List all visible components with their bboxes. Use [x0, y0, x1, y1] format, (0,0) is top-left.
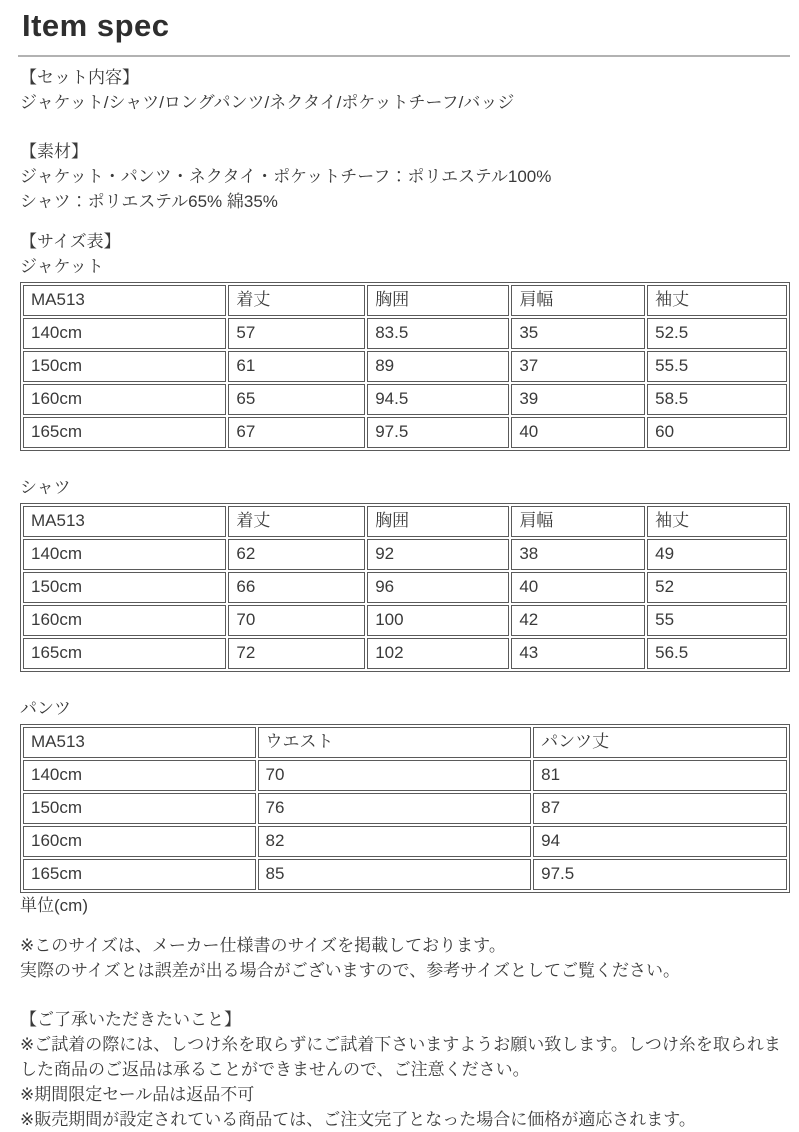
header-cell: ウエスト	[258, 727, 532, 758]
table-cell: 150cm	[23, 572, 226, 603]
table-cell: 55.5	[647, 351, 787, 382]
table-cell: 160cm	[23, 826, 256, 857]
table-cell: 89	[367, 351, 509, 382]
table-cell: 52.5	[647, 318, 787, 349]
table-cell: 61	[228, 351, 365, 382]
header-cell: MA513	[23, 285, 226, 316]
size-table-shirt	[20, 503, 790, 672]
table-cell: 83.5	[367, 318, 509, 349]
acknowledgement-heading: 【ご了承いただきたいこと】	[20, 1010, 241, 1029]
header-cell: 着丈	[228, 285, 365, 316]
header-cell: MA513	[23, 506, 226, 537]
table-cell: 70	[258, 760, 532, 791]
size-table-header-row	[23, 285, 787, 316]
header-cell: 袖丈	[647, 285, 787, 316]
table-cell: 72	[228, 638, 365, 669]
table-cell: 140cm	[23, 760, 256, 791]
notes-section	[20, 933, 790, 1132]
table-cell: 40	[511, 572, 645, 603]
table-cell: 165cm	[23, 638, 226, 669]
size-table-row	[23, 318, 787, 349]
table-cell: 56.5	[647, 638, 787, 669]
size-table-row	[23, 605, 787, 636]
size-table-label-pants: パンツ	[20, 699, 71, 718]
header-cell: 袖丈	[647, 506, 787, 537]
material-heading: 【素材】	[20, 142, 88, 161]
table-cell: 70	[228, 605, 365, 636]
size-table-pants	[20, 724, 790, 893]
material-line-2: シャツ：ポリエステル65% 綿35%	[20, 192, 278, 211]
header-cell: MA513	[23, 727, 256, 758]
table-cell: 92	[367, 539, 509, 570]
table-cell: 150cm	[23, 351, 226, 382]
table-cell: 160cm	[23, 384, 226, 415]
table-cell: 39	[511, 384, 645, 415]
table-cell: 42	[511, 605, 645, 636]
material-line-1: ジャケット・パンツ・ネクタイ・ポケットチーフ：ポリエステル100%	[20, 167, 552, 186]
table-cell: 55	[647, 605, 787, 636]
size-table-row	[23, 539, 787, 570]
size-table-row	[23, 793, 787, 824]
size-disclaimer-line-2: 実際のサイズとは誤差が出る場合がございますので、参考サイズとしてご覧ください。	[20, 961, 680, 980]
header-cell: 肩幅	[511, 285, 645, 316]
size-table-row	[23, 417, 787, 448]
table-cell: 57	[228, 318, 365, 349]
table-cell: 58.5	[647, 384, 787, 415]
size-table-row	[23, 760, 787, 791]
size-table-row	[23, 826, 787, 857]
header-cell: パンツ丈	[533, 727, 787, 758]
size-table-header-row	[23, 727, 787, 758]
table-cell: 66	[228, 572, 365, 603]
table-cell: 37	[511, 351, 645, 382]
table-cell: 49	[647, 539, 787, 570]
table-cell: 94	[533, 826, 787, 857]
size-table-row	[23, 351, 787, 382]
set-contents-body: ジャケット/シャツ/ロングパンツ/ネクタイ/ポケットチーフ/バッジ	[20, 93, 515, 112]
table-cell: 62	[228, 539, 365, 570]
table-cell: 94.5	[367, 384, 509, 415]
table-cell: 97.5	[367, 417, 509, 448]
table-cell: 65	[228, 384, 365, 415]
title-divider	[18, 55, 790, 57]
table-cell: 85	[258, 859, 532, 890]
table-cell: 82	[258, 826, 532, 857]
size-table-jacket	[20, 282, 790, 451]
table-cell: 150cm	[23, 793, 256, 824]
header-cell: 着丈	[228, 506, 365, 537]
unit-note: 単位(cm)	[20, 896, 88, 915]
header-cell: 胸囲	[367, 285, 509, 316]
table-cell: 67	[228, 417, 365, 448]
table-cell: 60	[647, 417, 787, 448]
table-cell: 87	[533, 793, 787, 824]
table-cell: 52	[647, 572, 787, 603]
table-cell: 100	[367, 605, 509, 636]
size-table-row	[23, 859, 787, 890]
size-table-row	[23, 572, 787, 603]
table-cell: 102	[367, 638, 509, 669]
size-table-label-shirt: シャツ	[20, 478, 71, 497]
size-chart-heading: 【サイズ表】	[20, 232, 121, 251]
set-contents-heading: 【セット内容】	[20, 68, 139, 87]
table-cell: 165cm	[23, 417, 226, 448]
header-cell: 胸囲	[367, 506, 509, 537]
table-cell: 35	[511, 318, 645, 349]
table-cell: 40	[511, 417, 645, 448]
table-cell: 165cm	[23, 859, 256, 890]
table-cell: 76	[258, 793, 532, 824]
acknowledgement-item-price: ※販売期間が設定されている商品ては、ご注文完了となった場合に価格が適応されます。	[20, 1110, 696, 1129]
table-cell: 140cm	[23, 539, 226, 570]
header-cell: 肩幅	[511, 506, 645, 537]
size-table-label-jacket: ジャケット	[20, 257, 104, 276]
size-disclaimer-line-1: ※このサイズは、メーカー仕様書のサイズを掲載しております。	[20, 936, 506, 955]
size-table-header-row	[23, 506, 787, 537]
table-cell: 97.5	[533, 859, 787, 890]
table-cell: 81	[533, 760, 787, 791]
table-cell: 43	[511, 638, 645, 669]
table-cell: 38	[511, 539, 645, 570]
table-cell: 140cm	[23, 318, 226, 349]
size-table-row	[23, 638, 787, 669]
table-cell: 96	[367, 572, 509, 603]
acknowledgement-item-sale: ※期間限定セール品は返品不可	[20, 1085, 255, 1104]
table-cell: 160cm	[23, 605, 226, 636]
acknowledgement-item-fitting: ※ご試着の際には、しつけ糸を取らずにご試着下さいますようお願い致します。しつけ糸を取られました商品のご返品は承ることができませんので、ご注意ください。	[20, 1035, 781, 1079]
page-title: Item spec	[22, 8, 170, 43]
size-table-row	[23, 384, 787, 415]
